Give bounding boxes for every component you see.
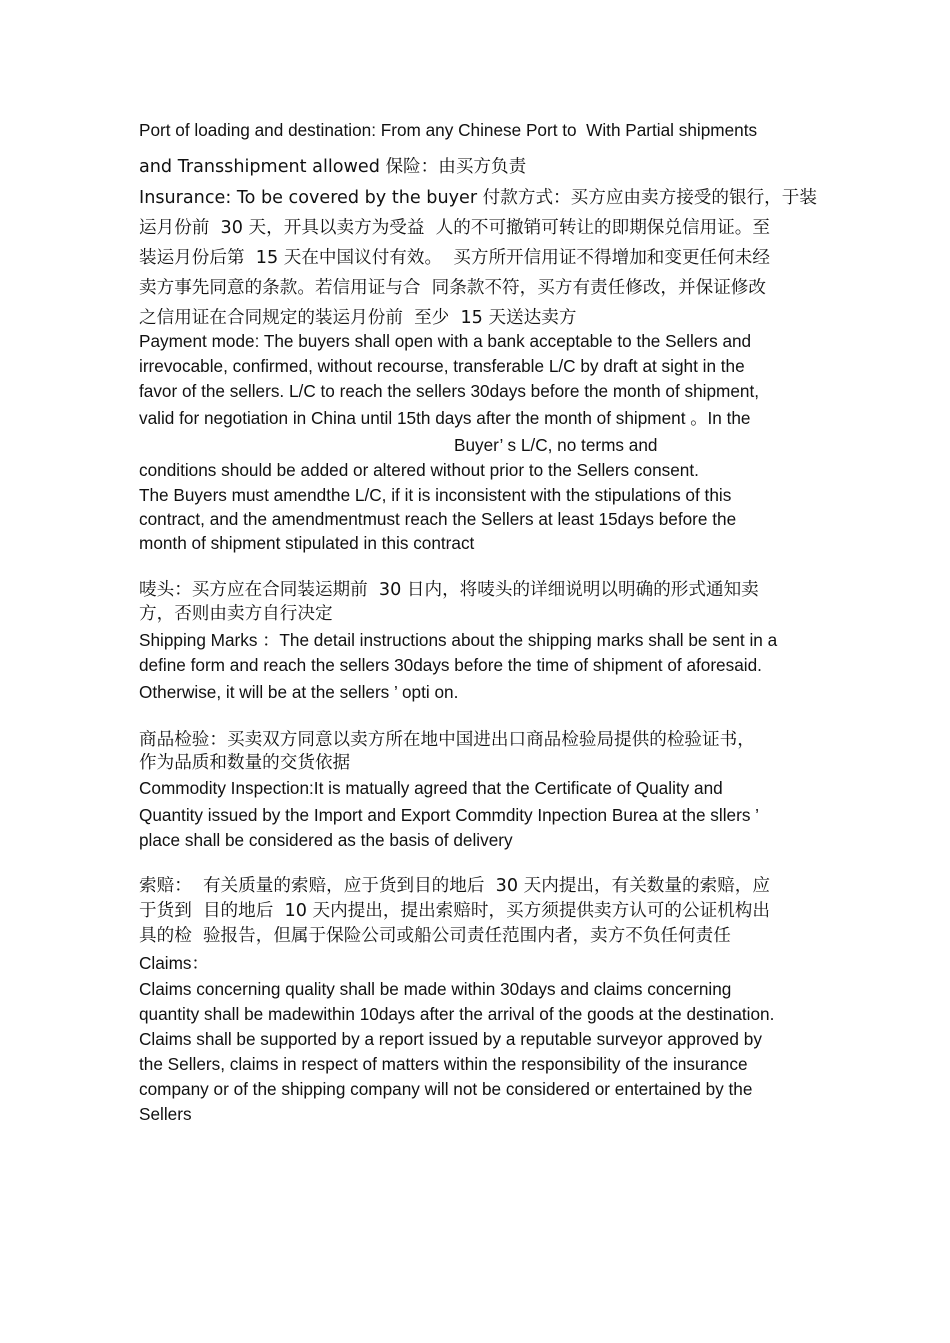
inspection-en-line-1: Commodity Inspection:It is matually agreed that the Certificate of Quality and bbox=[139, 778, 723, 798]
payment-en-line-4: valid for negotiation in China until 15th days after the month of shipment 。In the bbox=[139, 408, 751, 428]
payment-en-line-2: irrevocable, confirmed, without recourse, transferable L/C by draft at sight in the bbox=[139, 356, 745, 376]
shipping-marks-en-line-3: Otherwise, it will be at the sellers ’ opti on. bbox=[139, 682, 459, 702]
claims-cn-line-2: 于货到 目的地后 10 天内提出，提出索赔时，买方须提供卖方认可的公证机构出 bbox=[139, 901, 770, 921]
inspection-en-line-2: Quantity issued by the Import and Export Commdity Inpection Burea at the sllers ’ bbox=[139, 805, 760, 825]
payment-cn-line-3: 装运月份后第 15 天在中国议付有效。 买方所开信用证不得增加和变更任何未经 bbox=[139, 248, 770, 268]
payment-en-line-5: Buyer’ s L/C, no terms and bbox=[454, 435, 658, 455]
payment-en-line-6: conditions should be added or altered without prior to the Sellers consent. bbox=[139, 460, 699, 480]
inspection-cn-line-1: 商品检验：买卖双方同意以卖方所在地中国进出口商品检验局提供的检验证书， bbox=[139, 730, 755, 750]
payment-en-line-1: Payment mode: The buyers shall open with a bank acceptable to the Sellers and bbox=[139, 331, 752, 351]
claims-en-line-6: Sellers bbox=[139, 1104, 192, 1124]
shipping-marks-en-line-1: Shipping Marks ：The detail instructions about the shipping marks shall be sent in a bbox=[139, 630, 778, 650]
inspection-cn-line-2: 作为品质和数量的交货依据 bbox=[139, 753, 351, 773]
payment-cn-line-5: 之信用证在合同规定的装运月份前 至少 15 天送达卖方 bbox=[139, 308, 577, 328]
payment-en-line-3: favor of the sellers. L/C to reach the sellers 30days before the month of shipment, bbox=[139, 381, 760, 401]
payment-cn-line-2: 运月份前 30 天，开具以卖方为受益 人的不可撤销可转让的即期保兑信用证。至 bbox=[139, 218, 770, 238]
payment-en-line-8: contract, and the amendmentmust reach the Sellers at least 15days before the bbox=[139, 509, 737, 529]
shipping-marks-cn-line-2: 方，否则由卖方自行决定 bbox=[139, 604, 333, 624]
insurance-cn-line: and Transshipment allowed 保险：由买方负责 bbox=[139, 157, 527, 177]
payment-en-line-7: The Buyers must amendthe L/C, if it is inconsistent with the stipulations of this bbox=[139, 485, 732, 505]
claims-en-line-2: quantity shall be madewithin 10days after the arrival of the goods at the destination. bbox=[139, 1004, 775, 1024]
claims-en-line-3: Claims shall be supported by a report issued by a reputable surveyor approved by bbox=[139, 1029, 762, 1049]
payment-cn-line-4: 卖方事先同意的条款。若信用证与合 同条款不符，买方有责任修改，并保证修改 bbox=[139, 278, 766, 298]
claims-en-line-1: Claims concerning quality shall be made within 30days and claims concerning bbox=[139, 979, 732, 999]
claims-en-line-5: company or of the shipping company will not be considered or entertained by the bbox=[139, 1079, 753, 1099]
shipping-marks-en-line-2: define form and reach the sellers 30days before the time of shipment of aforesaid. bbox=[139, 655, 762, 675]
payment-cn-line-1: Insurance: To be covered by the buyer 付款方式：买方应由卖方接受的银行，于装 bbox=[139, 188, 817, 208]
claims-heading: Claims： bbox=[139, 953, 209, 973]
payment-en-line-9: month of shipment stipulated in this contract bbox=[139, 533, 475, 553]
inspection-en-line-3: place shall be considered as the basis of delivery bbox=[139, 830, 513, 850]
claims-cn-line-3: 具的检 验报告，但属于保险公司或船公司责任范围内者，卖方不负任何责任 bbox=[139, 926, 731, 946]
shipping-marks-cn-line-1: 唛头：买方应在合同装运期前 30 日内，将唛头的详细说明以明确的形式通知卖 bbox=[139, 580, 759, 600]
claims-cn-line-1: 索赔： 有关质量的索赔，应于货到目的地后 30 天内提出，有关数量的索赔，应 bbox=[139, 876, 770, 896]
port-line: Port of loading and destination: From any Chinese Port to With Partial shipments bbox=[139, 120, 758, 140]
claims-en-line-4: the Sellers, claims in respect of matters within the responsibility of the insurance bbox=[139, 1054, 748, 1074]
